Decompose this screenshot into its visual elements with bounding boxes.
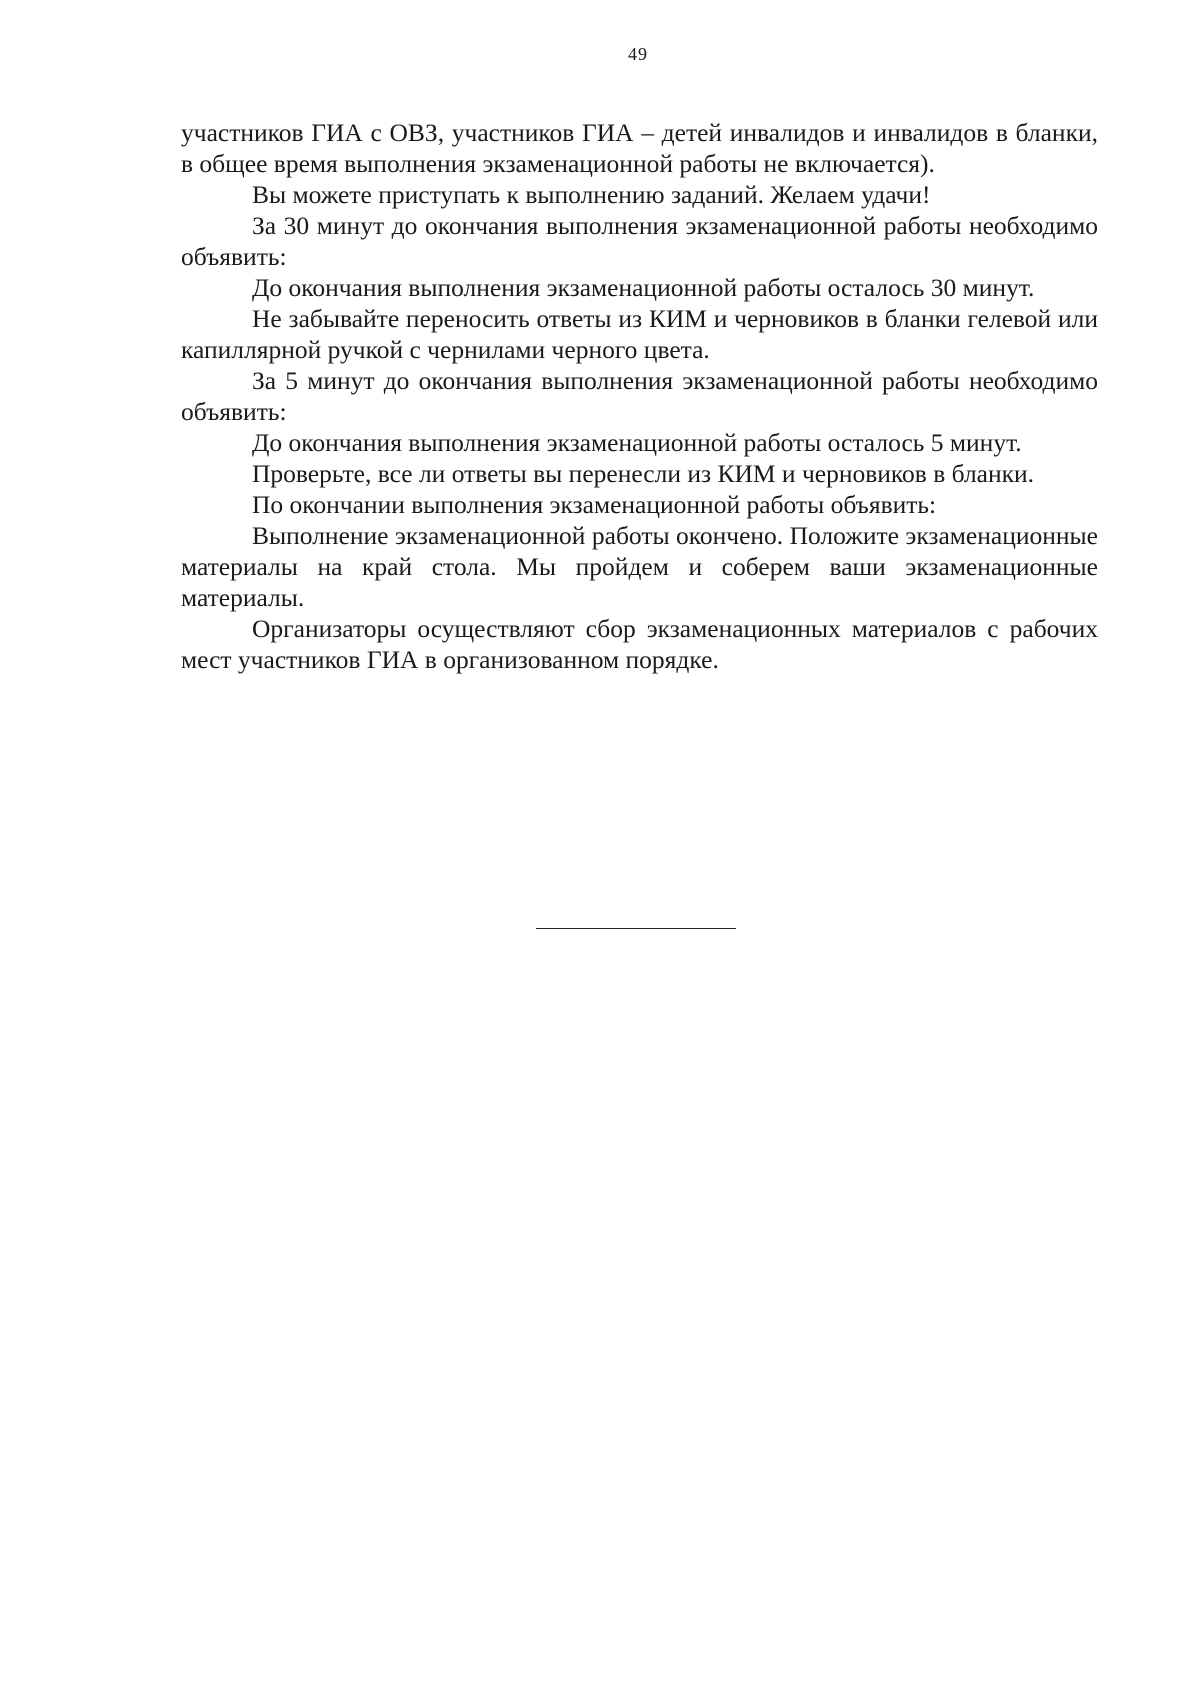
paragraph-check-reminder: Проверьте, все ли ответы вы перенесли из КИМ и черновиков в бланки. [252,459,1035,488]
paragraph-5-min-announcement: До окончания выполнения экзаменационной работы осталось 5 минут. [252,428,1022,457]
paragraph-30-min-notice: За 30 минут до окончания выполнения экзаменационной работы необходимо объявить: [181,211,1098,271]
paragraph-end-announcement: Выполнение экзаменационной работы окончено. Положите экзаменационные материалы на край стола. Мы пройдем и соберем ваши экзаменационные материалы. [181,521,1098,612]
paragraph-end-notice: По окончании выполнения экзаменационной работы объявить: [252,490,937,519]
page-number: 49 [628,44,648,64]
paragraph-start-instruction: Вы можете приступать к выполнению заданий. Желаем удачи! [252,180,931,209]
paragraph-30-min-announcement: До окончания выполнения экзаменационной работы осталось 30 минут. [252,273,1035,302]
document-body [181,117,1098,675]
paragraph-transfer-reminder: Не забывайте переносить ответы из КИМ и черновиков в бланки гелевой или капиллярной ручкой с чернилами черного цвета. [181,304,1098,364]
paragraph-continuation: участников ГИА с ОВЗ, участников ГИА – детей инвалидов и инвалидов в бланки, в общее время выполнения экзаменационной работы не включается). [181,118,1098,178]
end-divider [536,928,736,929]
paragraph-5-min-notice: За 5 минут до окончания выполнения экзаменационной работы необходимо объявить: [181,366,1098,426]
paragraph-collection: Организаторы осуществляют сбор экзаменационных материалов с рабочих мест участников ГИА в организованном порядке. [181,614,1098,674]
